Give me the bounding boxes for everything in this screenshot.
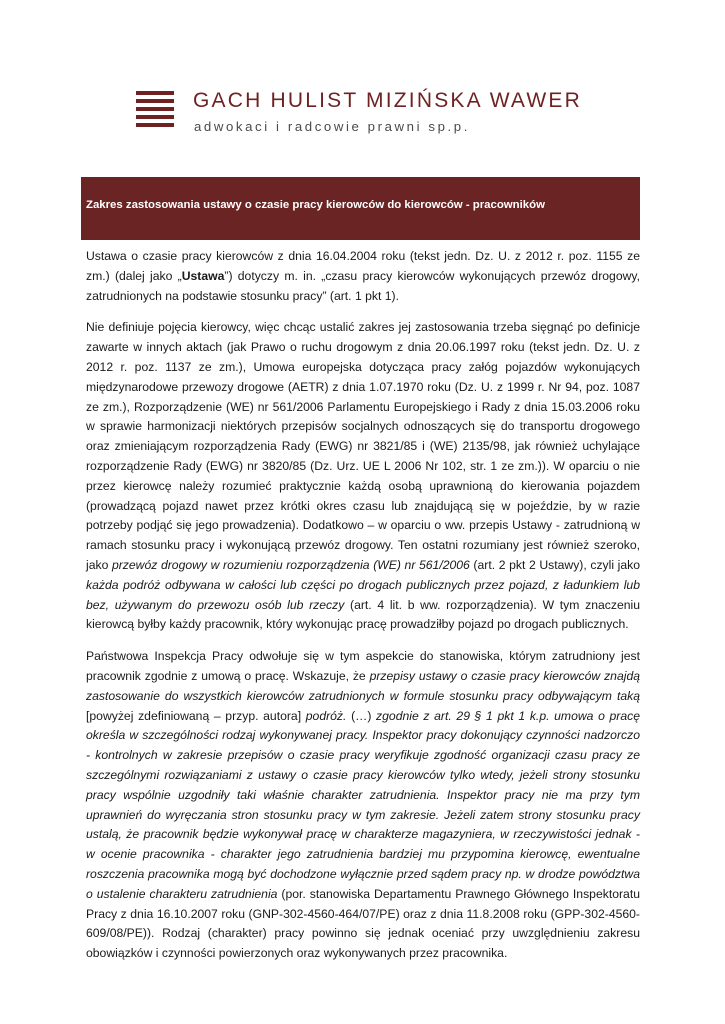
- firm-tagline: adwokaci i radcowie prawni sp.p.: [194, 119, 470, 134]
- italic-span: przepisy ustawy o czasie pracy kierowców znajdą zastosowanie do wszystkich kierowców zatrudnionych w formule stosunku pracy odbywającym taką: [86, 668, 640, 703]
- text-span: (por. stanowiska Departamentu Prawnego Głównego Inspektoratu Pracy z dnia 16.10.2007 roku (GNP-302-4560-464/07/PE) oraz z dnia 11.8.2008 roku (GPP-302-4560-609/08/PE)). Rodzaj (charakter) pracy powinno się jednak oceniać przy uwzględnieniu zakresu obowiązków i czynności powierzonych oraz wykonywanych przez pracownika.: [86, 886, 640, 961]
- text-span: (art. 2 pkt 2 Ustawy), czyli jako: [469, 557, 641, 572]
- text-span: Państwowa Inspekcja Pracy odwołuje się w tym aspekcie do stanowiska, którym zatrudniony jest pracownik zgodnie z umową o pracę. Wskazuje, że: [86, 649, 640, 683]
- italic-span: zgodnie z art. 29 § 1 pkt 1 k.p. umowa o pracę określa w szczególności rodzaj wykonywanej pracy. Inspektor pracy dokonujący czynności nadzorczo - kontrolnych w zakresie przepisów o czasie pracy weryfikuje zgodność organizacji czasu pracy ze szczególnymi rozwiązaniami z ustawy o czasie pracy kierowców tylko wtedy, jeżeli strony stosunku pracy wspólnie uzgodniły taki właśnie charakter zatrudnienia. Inspektor pracy nie ma przy tym uprawnień do wyręczania stron stosunku pracy w tym zakresie. Jeżeli zatem strony stosunku pracy ustalą, że pracownik będzie wykonywał pracę w charakterze magazyniera, w rzeczywistości jednak - w ocenie pracownika - charakter jego zatrudnienia bardziej mu przypomina kierowcę, ewentualne roszczenia pracownika mogą być dochodzone wyłącznie przed sądem pracy np. w drodze powództwa o ustalenie charakteru zatrudnienia: [86, 708, 641, 901]
- text-span: (…): [346, 708, 377, 723]
- firm-logo: [136, 91, 606, 141]
- paragraph-3: [86, 647, 640, 964]
- paragraph-1: [86, 247, 640, 306]
- italic-span: przewóz drogowy w rozumieniu rozporządzenia (WE) nr 561/2006: [111, 557, 470, 572]
- italic-span: każda podróż odbywana w całości lub części po drogach publicznych przez pojazd, z ładunkiem lub bez, używanym do przewozu osób lub rzeczy: [86, 577, 640, 612]
- bold-term: Ustawa: [181, 268, 225, 283]
- document-body: [86, 247, 640, 976]
- italic-span: podróż.: [305, 708, 347, 723]
- title-band: [81, 177, 640, 240]
- text-span: Nie definiuje pojęcia kierowcy, więc chcąc ustalić zakres jej zastosowania trzeba sięgnąć po definicje zawarte w innych aktach (jak Prawo o ruchu drogowym z dnia 20.06.1997 roku (tekst jedn. Dz. U. z 2012 r. poz. 1137 ze zm.), Umowa europejska dotycząca pracy załóg pojazdów wykonujących międzynarodowe przewozy drogowe (AETR) z dnia 1.07.1970 roku (Dz. U. z 1999 r. Nr 94, poz. 1087 ze zm.), Rozporządzenie (WE) nr 561/2006 Parlamentu Europejskiego i Rady z dnia 15.03.2006 roku w sprawie harmonizacji niektórych przepisów socjalnych odnoszących się do transportu drogowego oraz zmieniającym rozporządzenia Rady (EWG) nr 3821/85 i (WE) 2135/98, jak również uchylające rozporządzenie Rady (EWG) nr 3820/85 (Dz. Urz. UE L 2006 Nr 102, str. 1 ze zm.)). W oparciu o nie przez kierowcę należy rozumieć praktycznie każdą osobą uprawnioną do kierowania pojazdem (prowadzącą pojazd nawet przez krótki okres czasu lub znajdującą się w pojeździe, by w razie potrzeby podjąć się jego prowadzenia). Dodatkowo – w oparciu o ww. przepis Ustawy - zatrudnioną w ramach stosunku pracy i wykonującą przewóz drogowy. Ten ostatni rozumiany jest również szeroko, jako: [86, 320, 640, 572]
- text-span: Ustawa o czasie pracy kierowców z dnia 16.04.2004 roku (tekst jedn. Dz. U. z 2012 r. poz. 1155 ze zm.) (dalej jako „: [86, 249, 640, 283]
- firm-name: GACH HULIST MIZIŃSKA WAWER: [193, 89, 582, 112]
- logo-bars-icon: [136, 91, 174, 131]
- text-span: [powyżej zdefiniowaną – przyp. autora]: [86, 708, 306, 723]
- document-title: Zakres zastosowania ustawy o czasie pracy kierowców do kierowców - pracowników: [86, 199, 545, 211]
- paragraph-2: [86, 318, 640, 635]
- text-span: (art. 4 lit. b ww. rozporządzenia). W tym znaczeniu kierowcą byłby każdy pracownik, który wykonując pracę prowadziłby pojazd po drogach publicznych.: [86, 597, 640, 632]
- text-span: ”) dotyczy m. in. „czasu pracy kierowców wykonujących przewóz drogowy, zatrudnionych na podstawie stosunku pracy” (art. 1 pkt 1).: [86, 268, 640, 303]
